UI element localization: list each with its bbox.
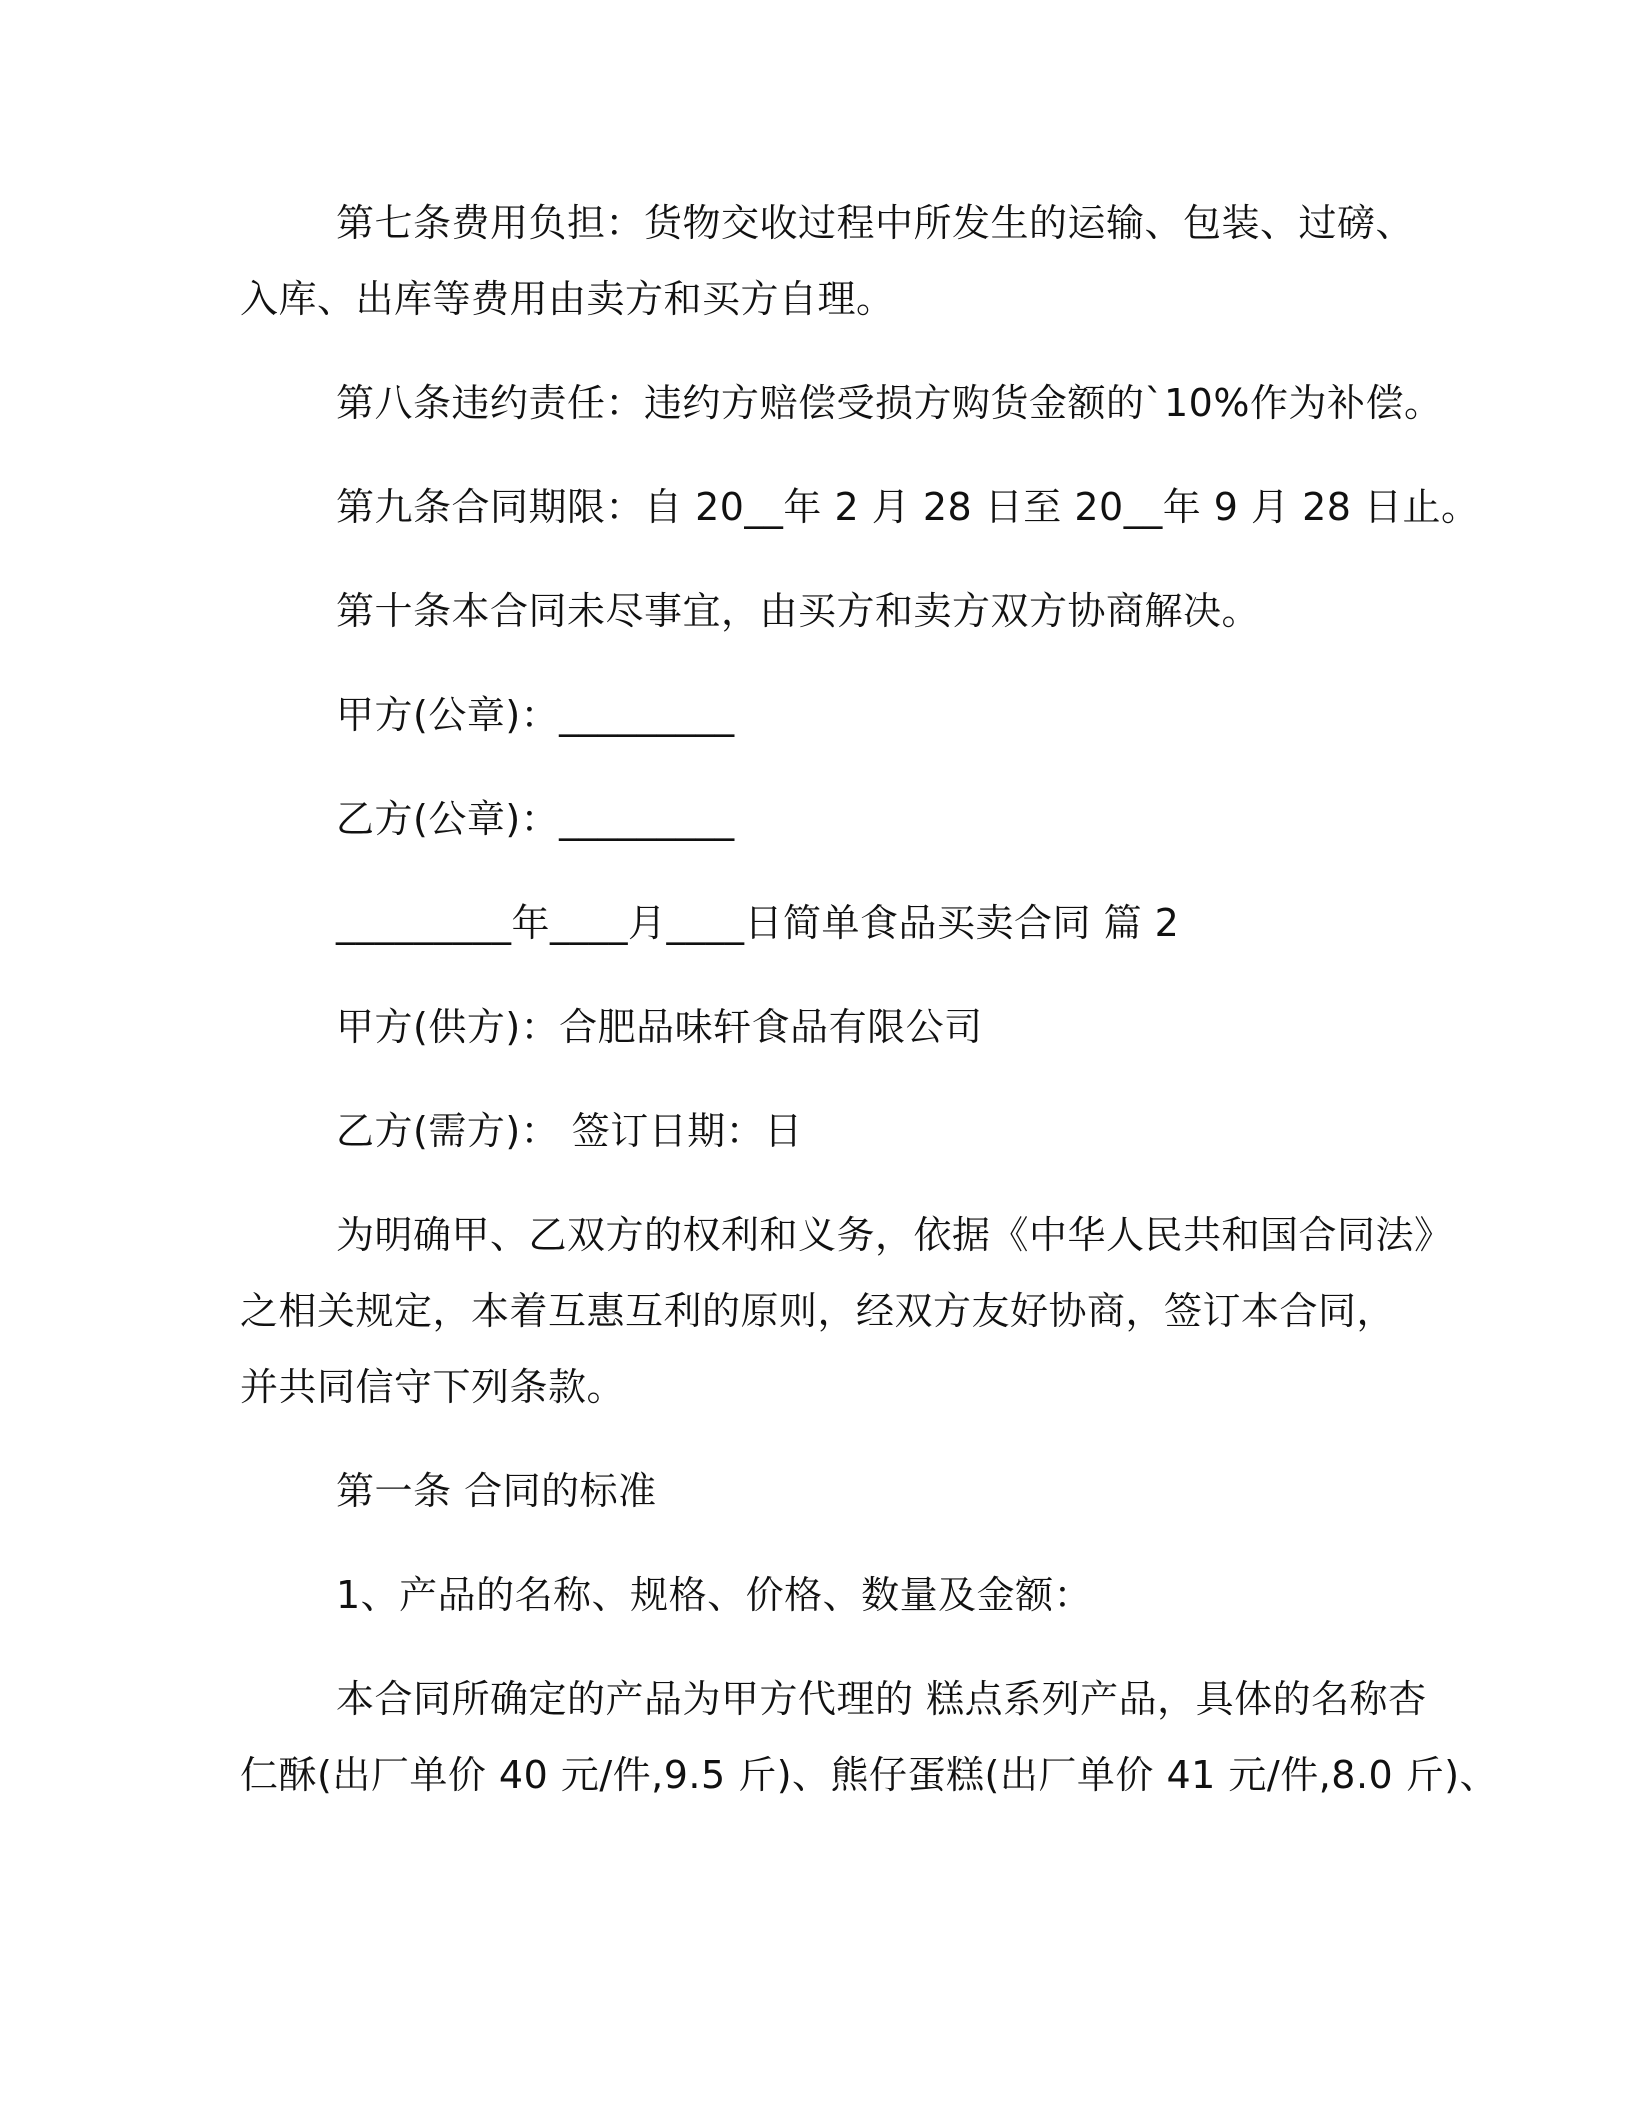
- party-b-seal-line: [240, 781, 1410, 857]
- article-8-line-1: 第八条违约责任：违约方赔偿受损方购货金额的`10%作为补偿。: [336, 381, 1443, 425]
- item-1: [240, 1557, 1410, 1633]
- preamble: [240, 1197, 1453, 1425]
- products-line-2: 仁酥(出厂单价 40 元/件,9.5 斤)、熊仔蛋糕(出厂单价 41 元/件,8.0 斤)、: [240, 1753, 1499, 1797]
- party-a-supplier-line: [240, 989, 1410, 1065]
- date-and-title-line: [240, 885, 1410, 961]
- preamble-line-1: 为明确甲、乙双方的权利和义务，依据《中华人民共和国合同法》: [336, 1213, 1453, 1257]
- article-10: [240, 573, 1410, 649]
- article-7: [240, 185, 1415, 261]
- products-line-1: 本合同所确定的产品为甲方代理的 糕点系列产品，具体的名称杏: [336, 1677, 1427, 1721]
- products-paragraph: [240, 1661, 1499, 1813]
- party-a-seal-line: [240, 677, 1410, 753]
- article-8: [240, 365, 1443, 441]
- article-9: [240, 469, 1480, 545]
- item-1-text: 1、产品的名称、规格、价格、数量及金额：: [336, 1573, 1093, 1617]
- preamble-line-2: 之相关规定，本着互惠互利的原则，经双方友好协商，签订本合同，: [240, 1289, 1396, 1333]
- preamble-line-3: 并共同信守下列条款。: [240, 1365, 626, 1409]
- article-7-line-2: 入库、出库等费用由卖方和买方自理。: [240, 277, 895, 321]
- article-1-title-text: 第一条 合同的标准: [336, 1469, 657, 1513]
- party-b-buyer-text: 乙方(需方)： 签订日期：日: [336, 1109, 803, 1153]
- article-7-line-1: 第七条费用负担：货物交收过程中所发生的运输、包装、过磅、: [336, 201, 1415, 245]
- article-7-cont: [240, 261, 1410, 337]
- date-and-title-text: _________年____月____日简单食品买卖合同 篇 2: [336, 901, 1180, 945]
- article-10-line-1: 第十条本合同未尽事宜，由买方和卖方双方协商解决。: [336, 589, 1261, 633]
- party-a-seal-text: 甲方(公章)：_________: [336, 693, 735, 737]
- article-9-line-1: 第九条合同期限：自 20__年 2 月 28 日至 20__年 9 月 28 日止。: [336, 485, 1480, 529]
- party-b-buyer-line: [240, 1093, 1410, 1169]
- party-a-supplier-text: 甲方(供方)：合肥品味轩食品有限公司: [336, 1005, 983, 1049]
- party-b-seal-text: 乙方(公章)：_________: [336, 797, 735, 841]
- document-body: [240, 185, 1499, 1813]
- article-1-title: [240, 1453, 1410, 1529]
